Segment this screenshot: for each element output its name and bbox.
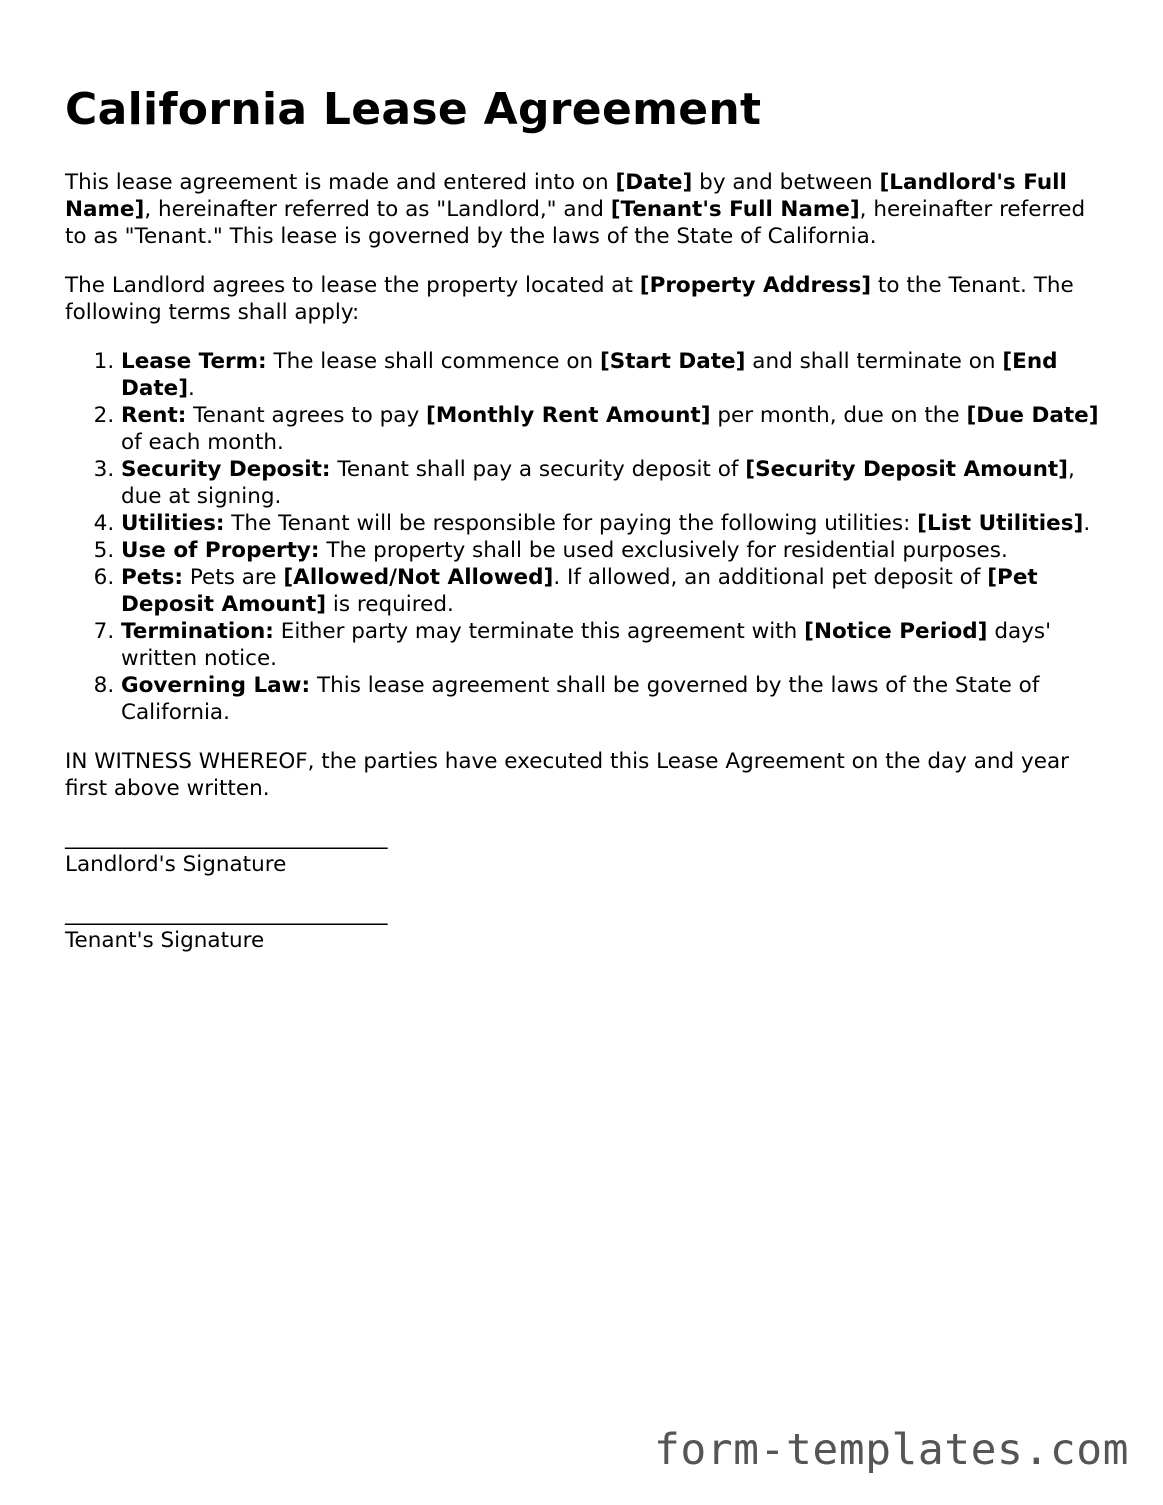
- term-text: The property shall be used exclusively for residential purposes.: [319, 538, 1008, 563]
- intro-text-2: by and between: [692, 170, 880, 195]
- monthly-rent-placeholder: [Monthly Rent Amount]: [426, 403, 711, 428]
- date-placeholder: [Date]: [615, 170, 693, 195]
- term-label: Pets:: [121, 565, 184, 590]
- intro-paragraph: [65, 169, 1105, 250]
- tenant-name-placeholder: [Tenant's Full Name]: [610, 197, 860, 222]
- term-text: The Tenant will be responsible for paying the following utilities:: [224, 511, 918, 536]
- term-text: and shall terminate on: [745, 349, 1003, 374]
- notice-period-placeholder: [Notice Period]: [804, 619, 988, 644]
- term-label: Lease Term:: [121, 349, 267, 374]
- term-pets: [121, 564, 1105, 618]
- term-text: Either party may terminate this agreement with: [273, 619, 805, 644]
- landlord-name-placeholder: [Landlord's Full Name]: [65, 170, 1067, 222]
- term-text: of each month.: [121, 430, 284, 455]
- tenant-signature-label: Tenant's Signature: [65, 928, 265, 953]
- term-label: Governing Law:: [121, 673, 311, 698]
- term-text: The lease shall commence on: [266, 349, 600, 374]
- witness-paragraph: IN WITNESS WHEREOF, the parties have executed this Lease Agreement on the day and year first above written.: [65, 749, 1069, 801]
- property-text-1: The Landlord agrees to lease the property located at: [65, 273, 640, 298]
- term-label: Termination:: [121, 619, 274, 644]
- term-text: Tenant agrees to pay: [186, 403, 427, 428]
- term-use-of-property: [121, 537, 1105, 564]
- landlord-signature-label: Landlord's Signature: [65, 852, 287, 877]
- pets-allowed-placeholder: [Allowed/Not Allowed]: [283, 565, 554, 590]
- landlord-signature-line[interactable]: ______________________________: [65, 825, 388, 850]
- terms-list: [65, 348, 1105, 726]
- term-text: Tenant shall pay a security deposit of: [330, 457, 746, 482]
- term-text: days' written notice.: [121, 619, 1051, 671]
- term-label: Utilities:: [121, 511, 225, 536]
- term-text: .: [188, 376, 195, 401]
- intro-text-1: This lease agreement is made and entered into on: [65, 170, 616, 195]
- watermark: form-templates.com: [654, 1425, 1129, 1475]
- term-termination: [121, 618, 1105, 672]
- term-label: Rent:: [121, 403, 187, 428]
- term-rent: [121, 402, 1105, 456]
- document-title: California Lease Agreement: [65, 84, 762, 135]
- lease-document: [65, 80, 1105, 954]
- term-text: is required.: [326, 592, 454, 617]
- start-date-placeholder: [Start Date]: [599, 349, 746, 374]
- property-address-placeholder: [Property Address]: [639, 273, 872, 298]
- security-deposit-placeholder: [Security Deposit Amount]: [745, 457, 1069, 482]
- property-paragraph: [65, 272, 1105, 326]
- term-security-deposit: [121, 456, 1105, 510]
- signature-block: [65, 824, 1105, 954]
- term-text: . If allowed, an additional pet deposit of: [553, 565, 988, 590]
- term-text: This lease agreement shall be governed by the laws of the State of California.: [121, 673, 1040, 725]
- term-utilities: [121, 510, 1105, 537]
- term-label: Use of Property:: [121, 538, 320, 563]
- term-label: Security Deposit:: [121, 457, 331, 482]
- term-lease-term: [121, 348, 1105, 402]
- term-governing-law: [121, 672, 1105, 726]
- term-text: .: [1083, 511, 1091, 536]
- due-date-placeholder: [Due Date]: [966, 403, 1099, 428]
- pet-deposit-placeholder: [Pet Deposit Amount]: [121, 565, 1038, 617]
- end-date-placeholder: [End Date]: [121, 349, 1058, 401]
- property-text-2: to the Tenant. The following terms shall apply:: [65, 273, 1074, 325]
- term-text: Pets are: [183, 565, 284, 590]
- intro-text-4: , hereinafter referred to as "Tenant." This lease is governed by the laws of the State of California.: [65, 197, 1086, 249]
- intro-text-3: , hereinafter referred to as "Landlord," and: [144, 197, 611, 222]
- term-text: , due at signing.: [121, 457, 1075, 509]
- tenant-signature-line[interactable]: ______________________________: [65, 901, 388, 926]
- term-text: per month, due on the: [710, 403, 967, 428]
- utilities-placeholder: [List Utilities]: [917, 511, 1084, 536]
